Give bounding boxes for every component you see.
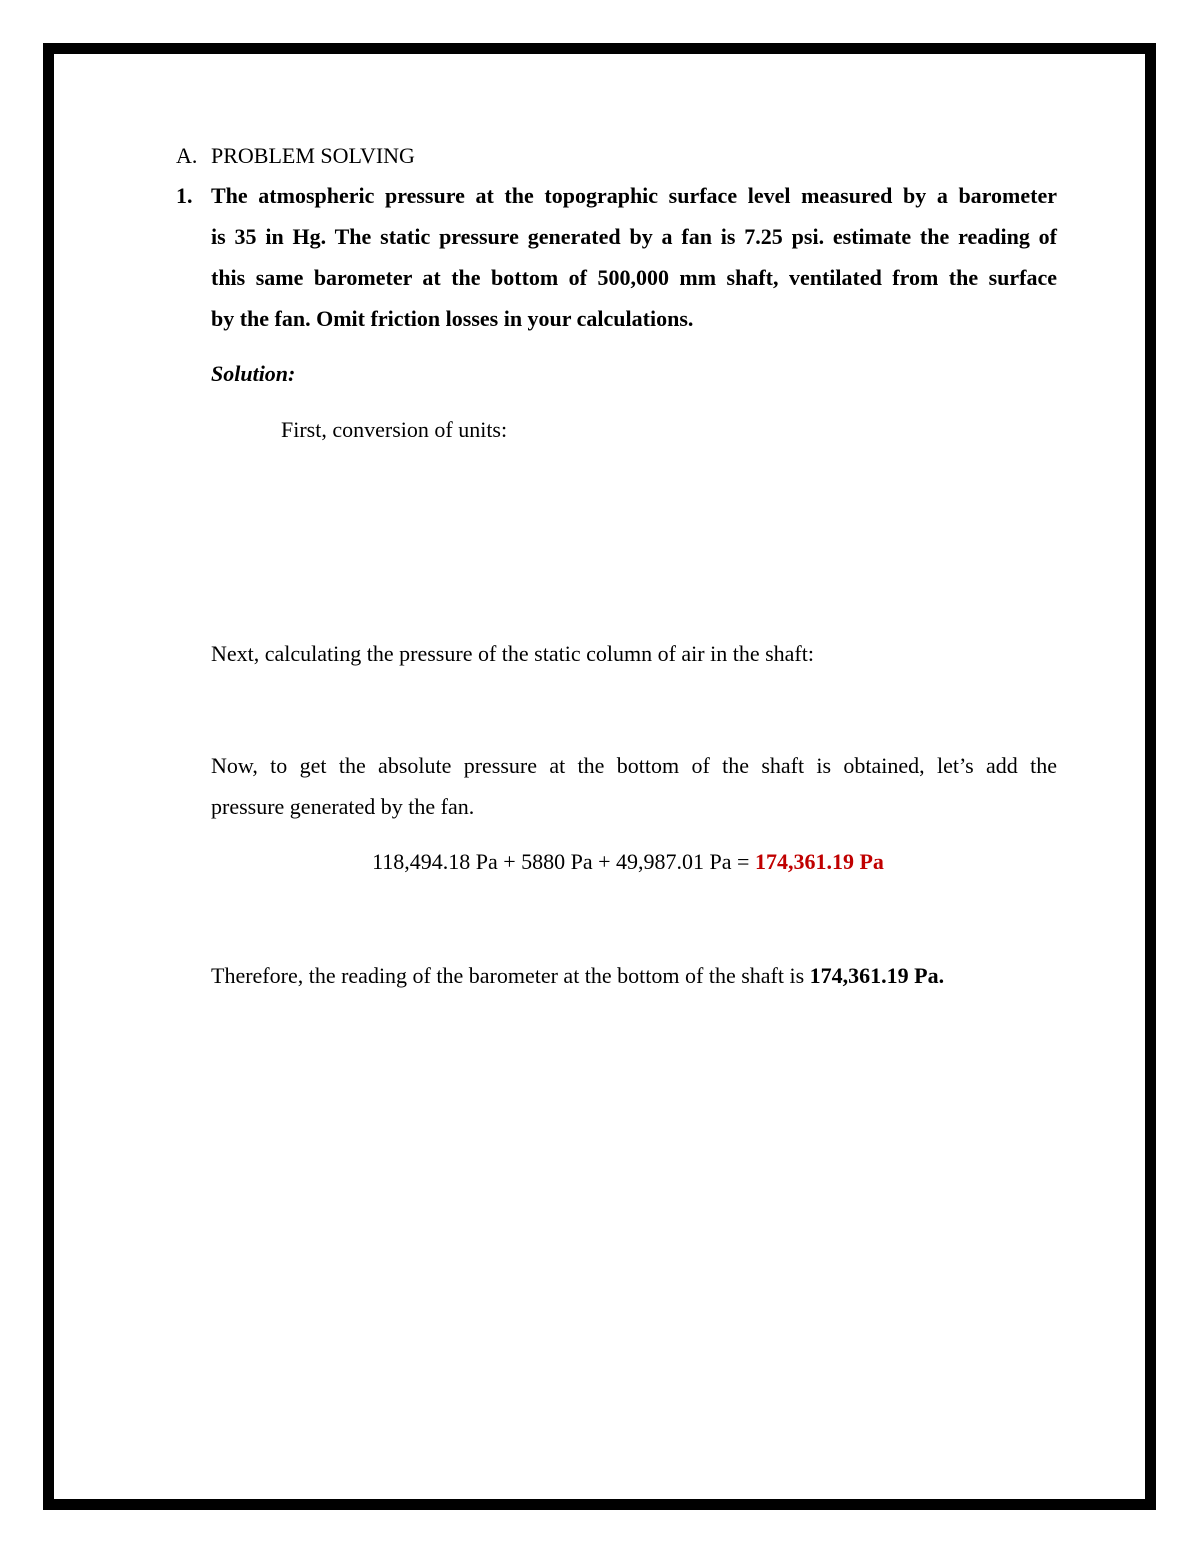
solution-label: Solution: <box>211 361 296 386</box>
step-absolute-pressure-line-1: Now, to get the absolute pressure at the bottom of the shaft is obtained, let’s add the <box>211 753 1057 778</box>
equation-lhs: 118,494.18 Pa + 5880 Pa + 49,987.01 Pa = <box>372 849 755 874</box>
equation-result: 174,361.19 Pa <box>754 849 884 874</box>
equation <box>0 847 1200 877</box>
step-static-column-text: Next, calculating the pressure of the static column of air in the shaft: <box>211 641 814 666</box>
problem-number: 1. <box>176 183 193 208</box>
step-absolute-pressure-line-2: pressure generated by the fan. <box>211 794 475 819</box>
problem-line-3: this same barometer at the bottom of 500,000 mm shaft, ventilated from the surface <box>211 265 1057 290</box>
problem-line-2: is 35 in Hg. The static pressure generated by a fan is 7.25 psi. estimate the reading of <box>211 224 1057 249</box>
step-conversion-text: First, conversion of units: <box>281 417 508 442</box>
conclusion-text: Therefore, the reading of the barometer at the bottom of the shaft is <box>211 963 810 988</box>
problem-line-4: by the fan. Omit friction losses in your calculations. <box>211 306 694 331</box>
conclusion-value: 174,361.19 Pa. <box>809 963 945 988</box>
section-marker: A. <box>176 143 198 168</box>
conclusion <box>211 961 944 991</box>
section-title: PROBLEM SOLVING <box>211 143 415 168</box>
problem-line-1: The atmospheric pressure at the topographic surface level measured by a barometer <box>211 183 1057 208</box>
